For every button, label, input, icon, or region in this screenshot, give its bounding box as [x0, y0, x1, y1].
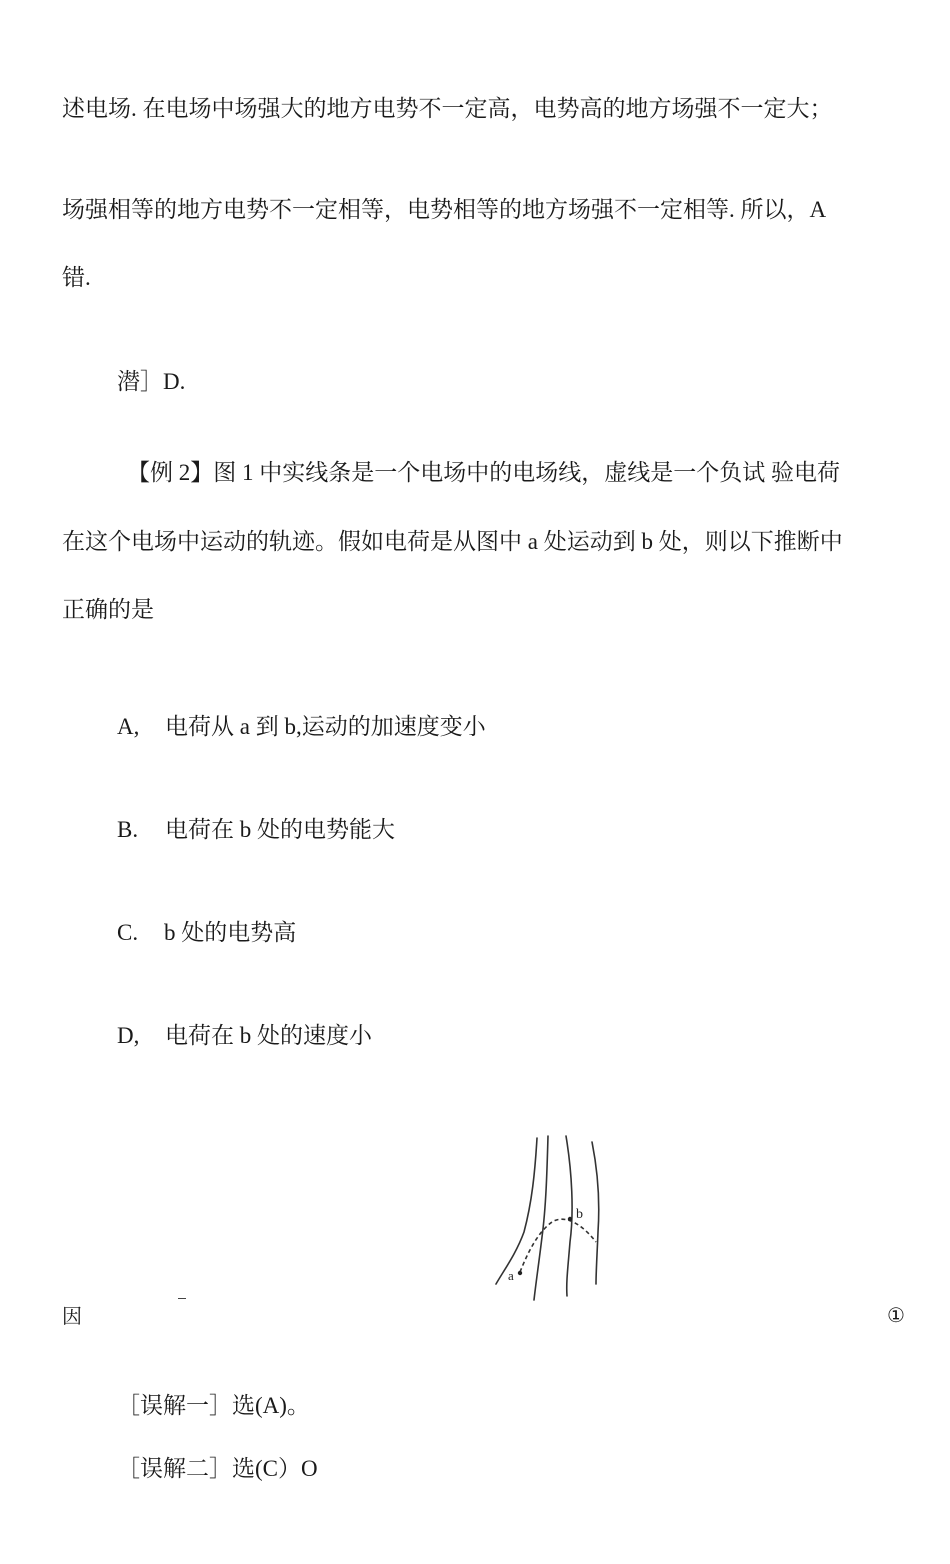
example-line-1: 【例 2】图 1 中实线条是一个电场中的电场线，虚线是一个负试 验电荷: [127, 460, 840, 485]
paragraph-line-3: 错.: [62, 265, 91, 290]
option-d-text: 电荷在 b 处的速度小: [165, 1023, 372, 1048]
paragraph-line-1: 述电场. 在电场中场强大的地方电势不一定高，电势高的地方场强不一定大；: [62, 96, 833, 121]
figure-label-left: 因: [62, 1304, 82, 1328]
option-c-letter: C.: [117, 920, 139, 945]
paragraph-line-2: 场强相等的地方电势不一定相等，电势相等的地方场强不一定相等. 所以，A: [62, 197, 827, 222]
trajectory-dashed: [520, 1219, 596, 1272]
field-line-1: [496, 1138, 537, 1284]
option-b-letter: B.: [117, 817, 139, 842]
option-a: [117, 715, 486, 738]
field-line-4: [592, 1142, 599, 1284]
option-c: [117, 921, 296, 944]
small-dash: [178, 1298, 186, 1299]
option-a-text: 电荷从 a 到 b,运动的加速度变小: [165, 714, 486, 739]
option-d-letter: D,: [117, 1023, 140, 1048]
option-a-letter: A,: [117, 714, 140, 739]
field-line-3: [566, 1136, 572, 1296]
example-line-2: 在这个电场中运动的轨迹。假如电荷是从图中 a 处运动到 b 处，则以下推断中: [62, 529, 843, 554]
answer-line: 潜］D.: [117, 369, 186, 394]
electric-field-figure: [490, 1132, 615, 1304]
misconception-2: ［误解二］选(C）O: [117, 1456, 318, 1481]
point-a-dot: [518, 1271, 522, 1275]
point-b-label: b: [576, 1207, 583, 1222]
option-b: [117, 818, 395, 841]
example-line-3: 正确的是: [62, 597, 154, 622]
point-b-dot: [568, 1217, 572, 1221]
option-d: [117, 1024, 372, 1047]
point-a-label: a: [508, 1268, 514, 1283]
option-c-text: b 处的电势高: [164, 920, 297, 945]
option-b-text: 电荷在 b 处的电势能大: [165, 817, 395, 842]
misconception-1: ［误解一］选(A)。: [117, 1393, 310, 1418]
figure-label-right: ①: [887, 1303, 905, 1327]
